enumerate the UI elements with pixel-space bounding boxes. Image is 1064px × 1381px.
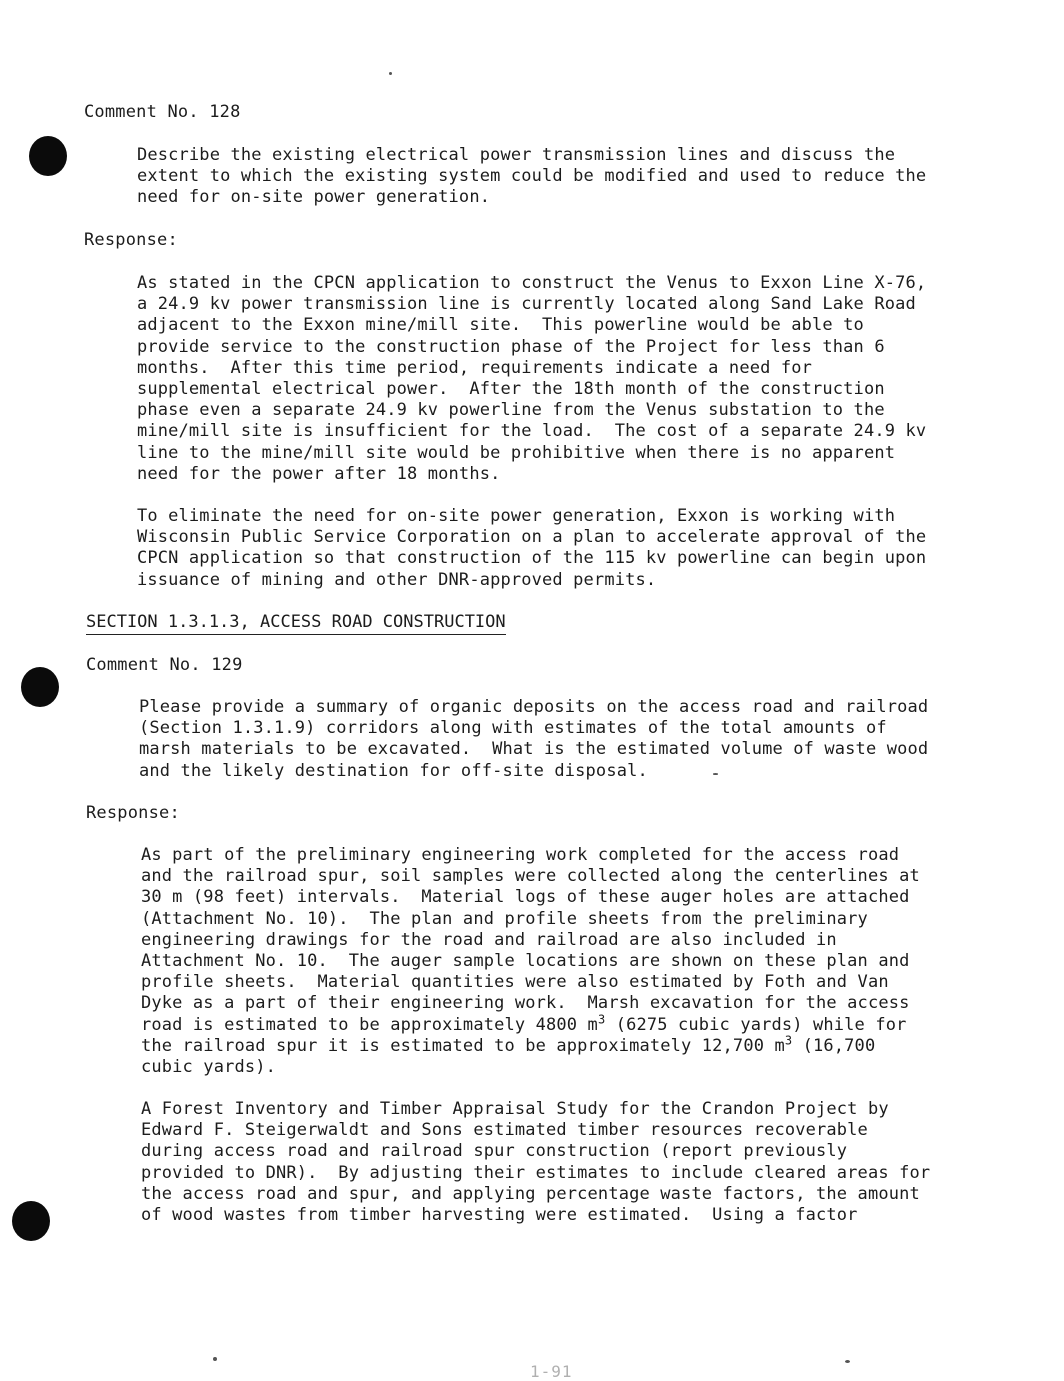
response-paragraph: [141, 845, 920, 1078]
superscript: 3: [597, 1011, 606, 1026]
response-paragraph: To eliminate the need for on-site power generation, Exxon is working with Wisconsin Public Service Corporation on a plan to accelerate approval of the CPCN application so that construction of the 115 kv powerline can begin upon issuance of mining and other DNR-approved permits.: [137, 506, 927, 590]
response-text: (6275 cubic yards) while for the railroad spur it is estimated to be approximately 12,700 m: [141, 1014, 907, 1056]
punch-hole-middle: [21, 667, 59, 707]
response-text: As part of the preliminary engineering work completed for the access road and the railroad spur, soil samples were collected along the centerlines at 30 m (98 feet) intervals. Material logs of these auger holes are attached (Attachment No. 10). The plan and profile sheets from the preliminary engineering drawings for the road and railroad are also included in Attachment No. 10. The auger sample locations are shown on these plan and profile sheets. Material quantities were also estimated by Foth and Van Dyke as a part of their engineering work. Marsh excavation for the access road is estimated to be approximately 4800 m: [141, 845, 920, 1035]
scan-speck: [845, 1360, 850, 1363]
comment-128-text: Describe the existing electrical power transmission lines and discuss the extent to which the existing system could be modified and used to reduce the need for on-site power generation.: [137, 145, 927, 208]
punch-hole-top: [29, 136, 67, 176]
page-number: 1-91: [530, 1362, 573, 1381]
response-label: Response:: [86, 803, 180, 823]
scan-speck: [389, 72, 392, 75]
comment-128-label: Comment No. 128: [84, 102, 241, 122]
comment-129-label: Comment No. 129: [86, 655, 243, 675]
response-label: Response:: [84, 230, 178, 250]
scan-speck: [213, 1357, 217, 1361]
response-text: (16,700 cubic yards).: [141, 1035, 876, 1078]
comment-129-text: Please provide a summary of organic deposits on the access road and railroad (Section 1.3.1.9) corridors along with estimates of the total amounts of marsh materials to be excavated. What is the estimated volume of waste wood and the likely destination for off-site disposal.: [139, 697, 929, 781]
response-paragraph: As stated in the CPCN application to construct the Venus to Exxon Line X-76, a 24.9 kv power transmission line is currently located along Sand Lake Road adjacent to the Exxon mine/mill site. This powerline would be able to provide service to the construction phase of the Project for less than 6 months. After this time period, requirements indicate a need for supplemental electrical power. After the 18th month of the construction phase even a separate 24.9 kv powerline from the Venus substation to the mine/mill site is insufficient for the load. The cost of a separate 24.9 kv line to the mine/mill site would be prohibitive when there is no apparent need for the power after 18 months.: [137, 273, 927, 484]
section-heading: SECTION 1.3.1.3, ACCESS ROAD CONSTRUCTION: [86, 612, 506, 635]
punch-hole-bottom: [12, 1201, 50, 1241]
superscript: 3: [784, 1033, 793, 1048]
response-paragraph: A Forest Inventory and Timber Appraisal Study for the Crandon Project by Edward F. Steigerwaldt and Sons estimated timber resources recoverable during access road and railroad spur construction (report previously provided to DNR). By adjusting their estimates to include cleared areas for the access road and spur, and applying percentage waste factors, the amount of wood wastes from timber harvesting were estimated. Using a factor: [141, 1099, 931, 1226]
